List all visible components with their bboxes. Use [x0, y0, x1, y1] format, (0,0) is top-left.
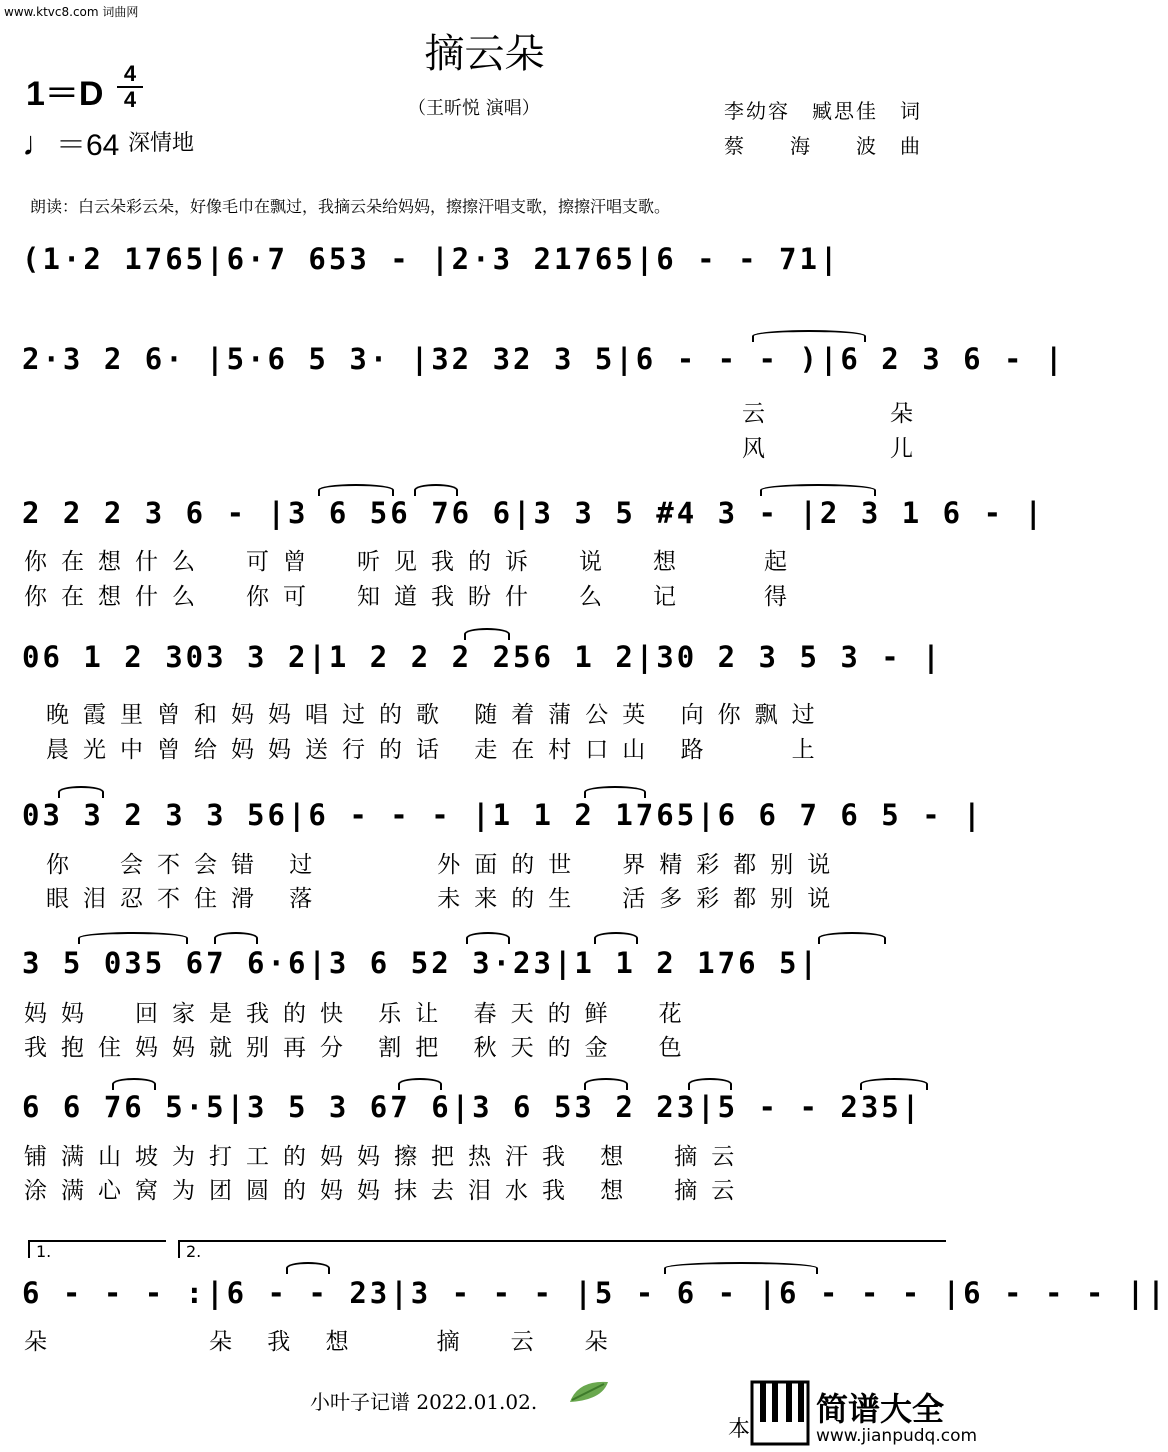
lyric-line-1: 你在想什么 可曾 听见我的诉 说 想 起 — [24, 549, 801, 575]
logo-url: www.jianpudq.com — [816, 1426, 978, 1446]
lyric-line-1: 晚霞里曾和妈妈唱过的歌 随着蒲公英 向你飘过 — [46, 702, 829, 728]
site-watermark: www.ktvc8.com 词曲网 — [4, 5, 139, 19]
slur-mark — [286, 1262, 330, 1274]
lyric-line-2: 晨光中曾给妈妈送行的话 走在村口山 路 上 — [46, 737, 829, 763]
quarter-note-icon: ♩ — [22, 125, 56, 163]
notation-row: 6 6 76 5·5|3 5 3 67 6|3 6 53 2 23|5 - - 235| — [22, 1090, 923, 1124]
time-signature — [117, 62, 143, 112]
slur-mark — [760, 484, 876, 496]
transcriber-credit: 小叶子记谱 2022.01.02. — [310, 1390, 538, 1414]
lyric-line-1: 你 会不会错 过 外面的世 界精彩都别说 — [46, 852, 845, 878]
slur-mark — [414, 484, 458, 496]
slur-mark — [318, 484, 394, 496]
composer-credit: 蔡 海 波 曲 — [724, 134, 922, 158]
slur-mark — [78, 932, 188, 944]
singer-credit: （王昕悦 演唱） — [408, 98, 540, 119]
slur-mark — [112, 1078, 156, 1090]
notation-row: 2 2 2 3 6 - |3 6 56 76 6|3 3 5 #4 3 - |2 3 1 6 - | — [22, 496, 1045, 530]
volta-2: 2. — [178, 1240, 946, 1258]
logo-text: 简谱大全 — [816, 1390, 945, 1428]
lyric-line-2: 眼泪忍不住滑 落 未来的生 活多彩都别说 — [46, 886, 845, 912]
notation-row: 6 - - - :|6 - - 23|3 - - - |5 - 6 - |6 - - - |6 - - - || — [22, 1276, 1168, 1310]
notation-row: 06 1 2 303 3 2|1 2 2 2 256 1 2|30 2 3 5 3 - | — [22, 640, 943, 674]
lyric-line-1: 云 朵 — [742, 401, 927, 427]
lyric-line-1: 铺满山坡为打工的妈妈擦把热汗我 想 摘云 — [24, 1144, 749, 1170]
expression-mark: 深情地 — [128, 131, 195, 156]
lyric-line-2: 风 儿 — [742, 436, 927, 462]
slur-mark — [58, 786, 104, 798]
song-title: 摘云朵 — [424, 31, 545, 77]
lyricist-credit: 李幼容 臧思佳 词 — [724, 99, 922, 123]
tempo-mark — [22, 120, 119, 164]
slur-mark — [818, 932, 886, 944]
slur-mark — [688, 1078, 732, 1090]
slur-mark — [664, 1262, 818, 1274]
time-bottom: 4 — [117, 86, 143, 112]
slur-mark — [860, 1078, 928, 1090]
notation-row: 03 3 2 3 3 56|6 - - - |1 1 2 1765|6 6 7 6 5 - | — [22, 798, 984, 832]
lyric-line-2: 涂满心窝为团圆的妈妈抹去泪水我 想 摘云 — [24, 1178, 749, 1204]
lyric-line-1: 妈妈 回家是我的快 乐让 春天的鲜 花 — [24, 1001, 696, 1027]
leaf-icon — [568, 1378, 612, 1404]
slur-mark — [464, 628, 510, 640]
footer-mark: 本 — [728, 1417, 751, 1442]
key-signature: 1＝D — [26, 75, 104, 113]
slur-mark — [466, 932, 510, 944]
slur-mark — [752, 330, 866, 342]
slur-mark — [584, 786, 646, 798]
lyric-line-2: 我抱住妈妈就别再分 割把 秋天的金 色 — [24, 1035, 696, 1061]
slur-mark — [398, 1078, 442, 1090]
lyric-line-2: 你在想什么 你可 知道我盼什 么 记 得 — [24, 584, 801, 610]
time-top: 4 — [123, 61, 137, 86]
lyric-line-1: 朵 朵 我 想 摘 云 朵 — [24, 1329, 622, 1355]
notation-row: (1·2 1765|6·7 653 - |2·3 21765|6 - - 71| — [22, 242, 841, 276]
slur-mark — [594, 932, 638, 944]
tempo-value: ＝64 — [56, 129, 120, 162]
volta-1: 1. — [28, 1240, 166, 1258]
slur-mark — [584, 1078, 628, 1090]
notation-row: 2·3 2 6· |5·6 5 3· |32 32 3 5|6 - - - )|6 2 3 6 - | — [22, 342, 1066, 376]
notation-row: 3 5 035 67 6·6|3 6 52 3·23|1 1 2 176 5| — [22, 946, 820, 980]
recitation-text: 朗读：白云朵彩云朵，好像毛巾在飘过，我摘云朵给妈妈，擦擦汗唱支歌，擦擦汗唱支歌。 — [30, 197, 671, 216]
slur-mark — [214, 932, 258, 944]
